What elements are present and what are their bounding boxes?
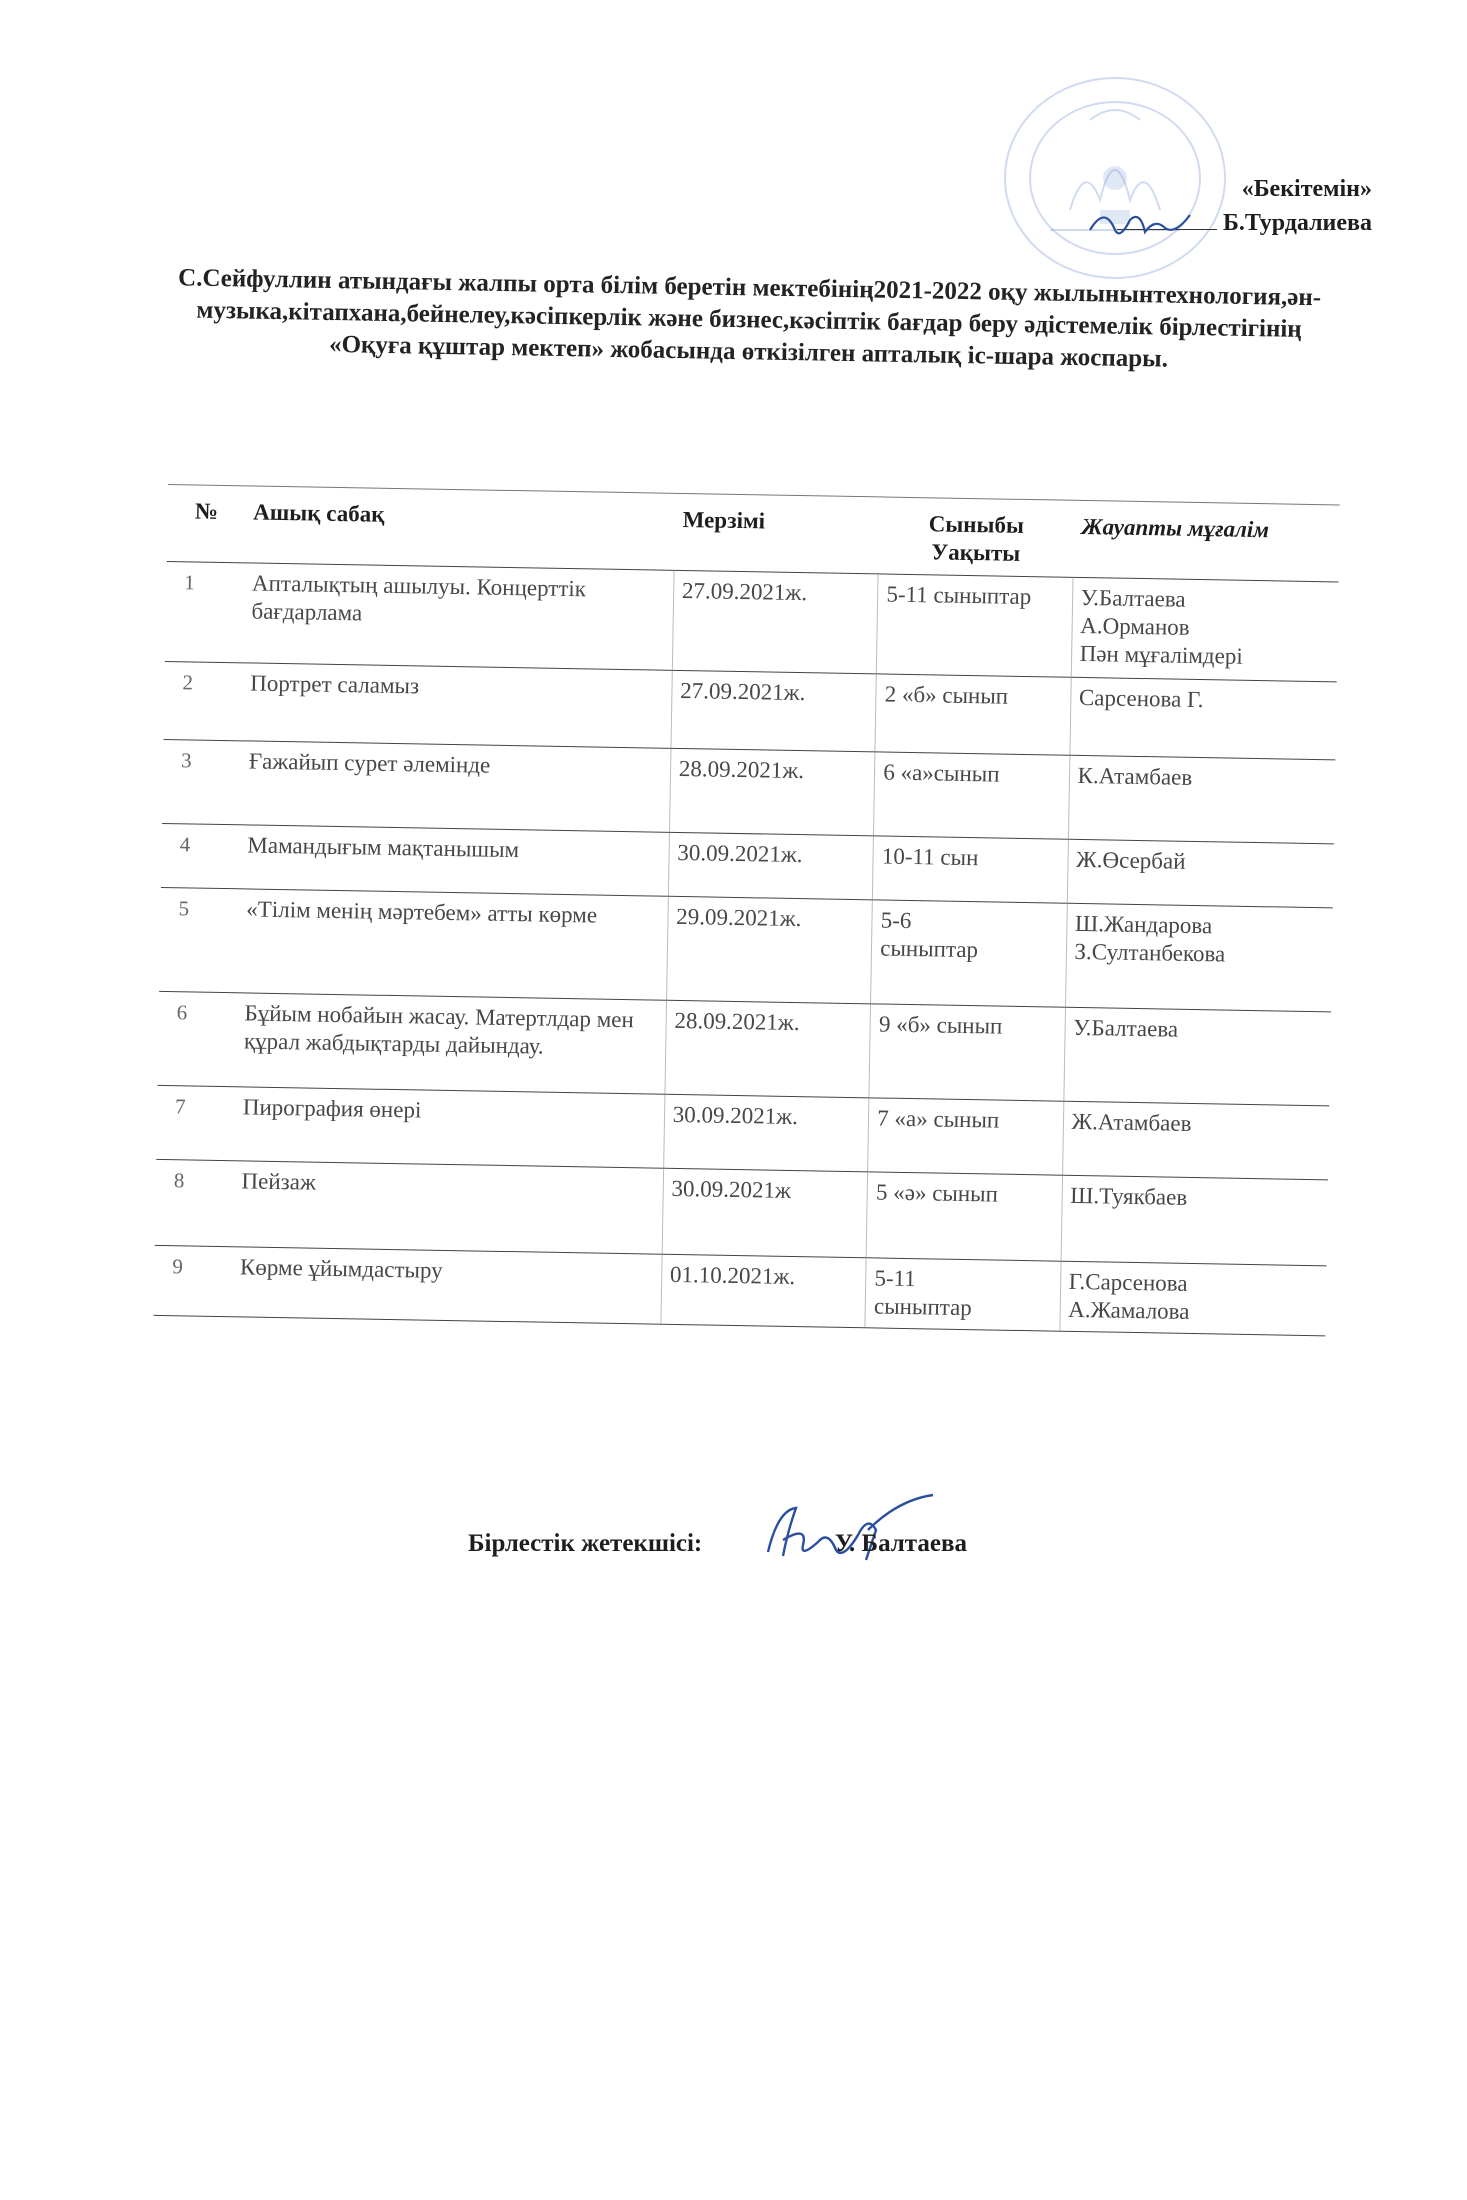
- cell-lesson: Пейзаж: [232, 1161, 663, 1254]
- cell-responsible: Г.Сарсенова А.Жамалова: [1059, 1261, 1326, 1336]
- cell-responsible: К.Атамбаев: [1068, 755, 1335, 844]
- cell-class: 5-11 сыныптар: [865, 1258, 1060, 1331]
- cell-date: 28.09.2021ж.: [665, 1000, 871, 1098]
- cell-lesson: Ғажайып сурет әлемінде: [240, 741, 671, 832]
- header-class: Сыныбы Уақыты: [878, 497, 1074, 577]
- table-body: [153, 561, 1338, 1335]
- approval-label: «Бекітемін»: [1241, 176, 1372, 202]
- cell-num: 2: [164, 661, 243, 740]
- cell-class: 6 «а»сынып: [874, 752, 1070, 839]
- cell-date: 30.09.2021ж: [662, 1168, 868, 1258]
- cell-responsible: У.Балтаева: [1063, 1007, 1331, 1106]
- header-num: №: [167, 484, 246, 562]
- cell-num: 6: [158, 991, 237, 1086]
- table-row: [159, 887, 1333, 1011]
- cell-lesson: Апталықтың ашылуы. Концерттік бағдарлама: [243, 563, 674, 670]
- cell-date: 28.09.2021ж.: [669, 748, 875, 836]
- cell-lesson: Портрет саламыз: [241, 663, 672, 748]
- cell-num: 5: [159, 887, 239, 992]
- cell-date: 29.09.2021ж.: [666, 896, 872, 1004]
- cell-class: 5-6 сыныптар: [871, 900, 1067, 1007]
- footer-name: У. Балтаева: [834, 1530, 967, 1557]
- cell-lesson: Көрме ұйымдастыру: [231, 1247, 662, 1324]
- cell-class: 5 «ә» сынып: [866, 1172, 1062, 1261]
- cell-responsible: Ш.Туякбаев: [1061, 1175, 1328, 1266]
- event-plan-table: [153, 484, 1339, 1336]
- cell-num: 3: [162, 739, 241, 824]
- cell-num: 9: [153, 1245, 232, 1316]
- cell-date: 01.10.2021ж.: [661, 1254, 867, 1328]
- cell-lesson: Пирография өнері: [234, 1087, 665, 1168]
- approval-signature: [1085, 200, 1195, 245]
- footer-label: Бірлестік жетекшісі:: [468, 1530, 703, 1557]
- cell-lesson: Мамандығым мақтанышым: [239, 825, 670, 896]
- approval-name: Б.Турдалиева: [1223, 210, 1372, 236]
- cell-responsible: Ш.Жандарова З.Султанбекова: [1065, 903, 1333, 1012]
- cell-responsible: Ж.Атамбаев: [1062, 1101, 1329, 1180]
- header-responsible: Жауапты мұғалім: [1073, 500, 1340, 582]
- cell-responsible: Ж.Өсербай: [1067, 839, 1334, 908]
- cell-date: 27.09.2021ж.: [671, 670, 877, 752]
- cell-responsible: Сарсенова Г.: [1069, 677, 1336, 760]
- cell-class: 2 «б» сынып: [875, 674, 1071, 755]
- cell-num: 1: [165, 561, 244, 662]
- cell-class: 5-11 сыныптар: [877, 574, 1073, 677]
- cell-responsible: У.Балтаева А.Орманов Пән мұғалімдері: [1071, 577, 1339, 682]
- cell-date: 27.09.2021ж.: [672, 570, 878, 674]
- cell-lesson: Бұйым нобайын жасау. Матертлдар мен құрал жабдықтарды дайындау.: [235, 993, 666, 1094]
- cell-class: 10-11 сын: [873, 836, 1068, 903]
- cell-lesson: «Тілім менің мәртебем» атты көрме: [237, 889, 668, 1000]
- header-lesson: Ашық сабақ: [244, 486, 675, 570]
- cell-date: 30.09.2021ж.: [668, 832, 874, 900]
- cell-class: 7 «а» сынып: [868, 1098, 1064, 1175]
- footer: [468, 1530, 967, 1558]
- cell-num: 8: [155, 1159, 234, 1246]
- header-date: Мерзімі: [674, 493, 880, 574]
- cell-num: 7: [156, 1085, 235, 1160]
- cell-class: 9 «б» сынып: [869, 1004, 1065, 1101]
- document-title: С.Сейфуллин атындағы жалпы орта білім беретін мектебінің2021-2022 оқу жылынынтехнология,ән-музыка,кітапхана,бейнелеу,кәсіпкерлік және бизнес,кәсіптік бағдар беру әдістемелік бірлестігінің «Оқуға құштар мектеп» жобасында өткізілген апталық іс-шара жоспары.: [177, 264, 1322, 373]
- cell-num: 4: [161, 823, 240, 888]
- cell-date: 30.09.2021ж.: [663, 1094, 869, 1172]
